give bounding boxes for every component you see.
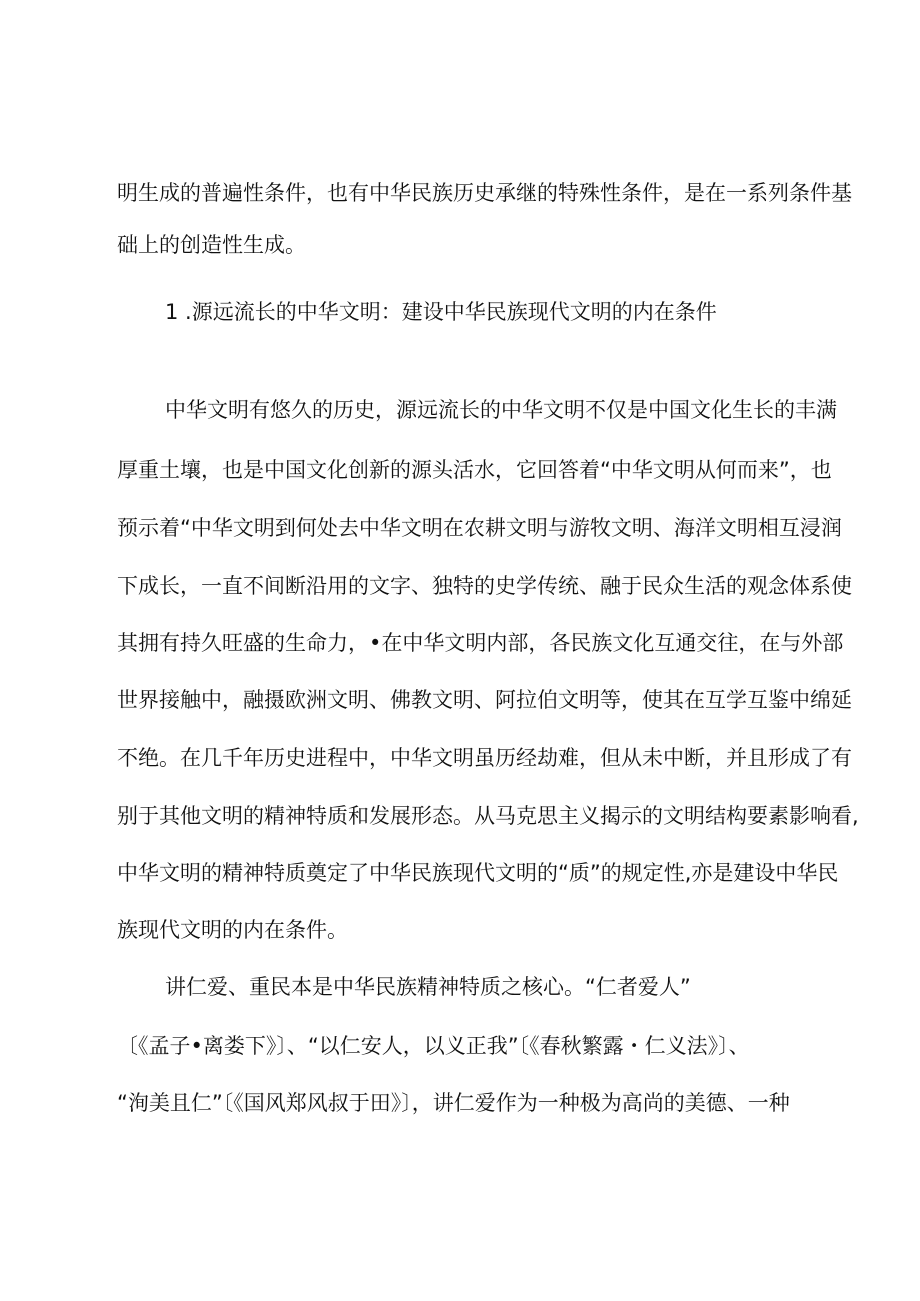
body-line-7: 其拥有持久旺盛的生命力，•在中华文明内部，各民族文化互通交往，在与外部 bbox=[117, 631, 844, 655]
body-line-4: 厚重土壤，也是中国文化创新的源头活水，它回答着“中华文明从何而来”，也 bbox=[117, 458, 832, 482]
body-line-14: 〔《孟子•离娄下》〕、“以仁安人，以义正我”〔《春秋繁露・仁义法》〕、 bbox=[117, 1034, 750, 1058]
body-line-15: “洵美且仁”〔《国风郑风叔于田》〕，讲仁爱作为一种极为高尚的美德、一种 bbox=[117, 1091, 790, 1115]
body-line-3: 中华文明有悠久的历史，源远流长的中华文明不仅是中国文化生长的丰满 bbox=[165, 398, 837, 422]
body-line-6: 下成长，一直不间断沿用的文字、独特的史学传统、融于民众生活的观念体系使 bbox=[117, 574, 852, 598]
body-line-13: 讲仁爱、重民本是中华民族精神特质之核心。“仁者爱人” bbox=[165, 975, 691, 999]
body-line-1: 明生成的普遍性条件，也有中华民族历史承继的特殊性条件，是在一系列条件基 bbox=[117, 181, 852, 205]
section-heading: 1 .源远流长的中华文明：建设中华民族现代文明的内在条件 bbox=[165, 300, 717, 324]
body-line-8: 世界接触中，融摄欧洲文明、佛教文明、阿拉伯文明等，使其在互学互鉴中绵延 bbox=[117, 688, 852, 712]
body-line-9: 不绝。在几千年历史进程中，中华文明虽历经劫难，但从未中断，并且形成了有 bbox=[117, 746, 852, 770]
body-line-10: 别于其他文明的精神特质和发展形态。从马克思主义揭示的文明结构要素影响看, bbox=[117, 804, 859, 828]
body-line-5: 预示着“中华文明到何处去中华文明在农耕文明与游牧文明、海洋文明相互浸润 bbox=[117, 516, 842, 540]
body-line-12: 族现代文明的内在条件。 bbox=[117, 918, 348, 942]
body-line-11: 中华文明的精神特质奠定了中华民族现代文明的“质”的规定性,亦是建设中华民 bbox=[117, 861, 839, 885]
body-line-2: 础上的创造性生成。 bbox=[117, 233, 306, 257]
